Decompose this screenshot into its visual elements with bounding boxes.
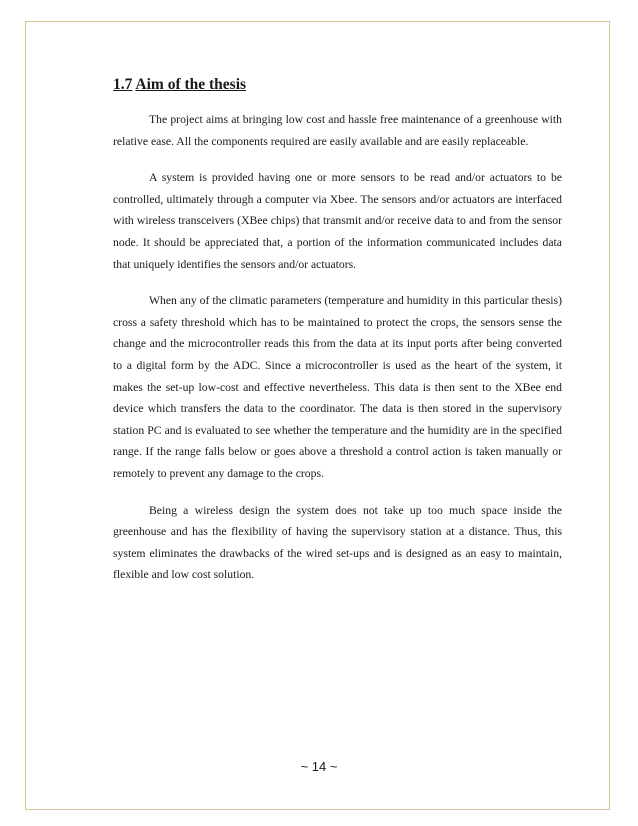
section-number: 1.7 [113, 76, 133, 93]
paragraph-2: A system is provided having one or more sensors to be read and/or actuators to be controlled, ultimately through a computer via Xbee. The sensors and/or actuators are interfaced with wireless transceivers (XBee chips) that transmit and/or receive data to and from the sensor node. It should be appreciated that, a portion of the information communicated includes data that uniquely identifies the sensors and/or actuators. [113, 171, 562, 271]
page-content [113, 75, 562, 601]
paragraph-4: Being a wireless design the system does not take up too much space inside the greenhouse and has the flexibility of having the supervisory station at a distance. Thus, this system eliminates the drawbacks of the wired set-ups and is designed as an easy to maintain, flexible and low cost solution. [113, 503, 562, 582]
section-title: Aim of the thesis [135, 76, 247, 93]
paragraph-3: When any of the climatic parameters (temperature and humidity in this particular thesis) cross a safety threshold which has to be maintained to protect the crops, the sensors sense the change and the microcontroller reads this from the data at its input ports after being converted to a digital form by the ADC. Since a microcontroller is used as the heart of the system, it makes the set-up low-cost and effective nevertheless. This data is then sent to the XBee end device which transfers the data to the coordinator. The data is then stored in the supervisory station PC and is evaluated to see whether the temperature and the humidity are in the specified range. If the range falls below or goes above a threshold a control action is taken manually or remotely to prevent any damage to the crops. [113, 294, 562, 480]
paragraph-1: The project aims at bringing low cost and hassle free maintenance of a greenhouse with relative ease. All the components required are easily available and are easily replaceable. [113, 113, 562, 148]
page-number: ~ 14 ~ [300, 759, 338, 774]
section-heading [113, 75, 562, 95]
